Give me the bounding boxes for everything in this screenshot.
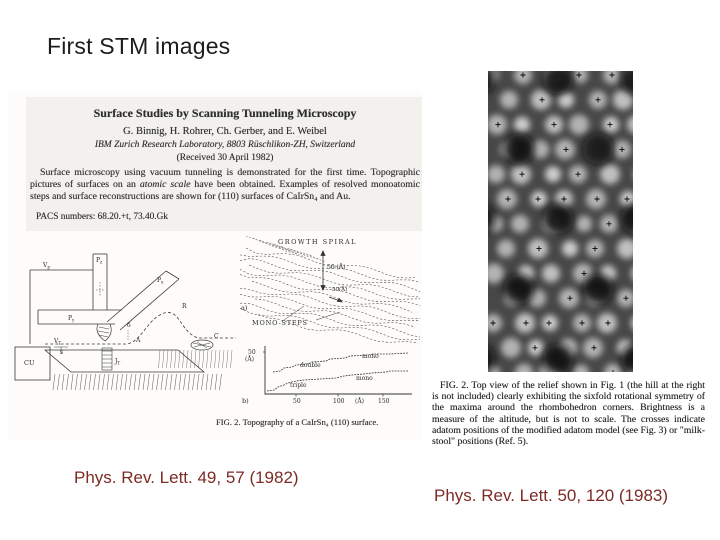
figure-label: double [300, 362, 321, 369]
figure-label: a) [241, 304, 248, 312]
figure-label: MONO-STEPS [252, 319, 308, 327]
paper-affiliation: IBM Zurich Research Laboratory, 8803 Rüschlikon-ZH, Switzerland [94, 140, 356, 150]
paper-abstract [30, 167, 420, 203]
spiral-labels [241, 238, 357, 327]
stm-figure-caption: FIG. 2. Top view of the relief shown in Fig. 1 (the hill at the right is not included) clearly exhibiting the sixfold rotational symmetry of the maxima around the rhombohedron corners. Brightness is a measure of the altitude, but is not to scale. The crosses indicate adatom positions of the modified adatom model (see Fig. 3) or "milk-stool" positions (Ref. 5). [432, 380, 705, 448]
abstract-text: Surface microscopy using vacuum tunneling is demonstrated for the first time. Topographic pictures of surfaces on an [30, 167, 420, 190]
figure-label: mono [362, 353, 379, 360]
apparatus-figure [10, 252, 240, 392]
graph-labels [242, 349, 390, 405]
figure-label: R [182, 303, 187, 310]
figure-label: b) [242, 397, 249, 405]
figure-label: (Å) [355, 398, 365, 405]
figure-label: GROWTH SPIRAL [278, 238, 357, 246]
figure-label: δ [127, 322, 131, 329]
figure-label: s [60, 349, 64, 356]
figure-label: $V_T$ [54, 338, 62, 346]
figure-label: $J_T$ [115, 358, 121, 366]
figure-label: $P_x$ [157, 277, 164, 285]
figure-label: $P_z$ [96, 257, 103, 265]
figure-label: mono [356, 375, 373, 382]
figure-label: 100 [333, 398, 345, 405]
figure-label: 50 (Å) [327, 264, 346, 271]
topography-graph [240, 342, 415, 408]
apparatus-labels [24, 257, 219, 367]
growth-spiral-figure [240, 224, 420, 344]
left-figure-caption: FIG. 2. Topography of a CaIrSn₄ (110) surface. [216, 417, 379, 427]
figure-label: C [214, 333, 219, 340]
citation-prl-1983: Phys. Rev. Lett. 50, 120 (1983) [434, 486, 669, 505]
figure-label: 50 [248, 349, 256, 356]
figure-label: 50(Å) [332, 287, 348, 293]
figure-label: (Å) [245, 356, 255, 363]
step-height-traces [267, 353, 408, 391]
figure-label: 150 [378, 398, 390, 405]
figure-label: 50 [293, 398, 301, 405]
citation-prl-1982: Phys. Rev. Lett. 49, 57 (1982) [74, 468, 299, 487]
abstract-italic-text: atomic scale [139, 179, 191, 190]
paper-authors: G. Binnig, H. Rohrer, Ch. Gerber, and E. Weibel [123, 126, 327, 137]
figure-label: $P_y$ [68, 315, 75, 323]
figure-label: $V_p$ [43, 262, 51, 270]
figure-label: A [136, 337, 141, 344]
figure-label: triple [290, 382, 307, 389]
abstract-text-end: have been obtained. Examples of resolved monoatomic steps and surface reconstructions are shown for (110) surfaces of CaIrSn₄ and Au. [30, 179, 420, 202]
figure-label: CU [24, 359, 35, 367]
ground-hatching [53, 350, 232, 390]
paper-title: Surface Studies by Scanning Tunneling Microscopy [93, 106, 357, 120]
paper-pacs-numbers: PACS numbers: 68.20.+t, 73.40.Gk [36, 212, 168, 222]
slide-title: First STM images [47, 33, 231, 59]
paper-received-date: (Received 30 April 1982) [176, 153, 274, 163]
stm-image [488, 71, 633, 372]
